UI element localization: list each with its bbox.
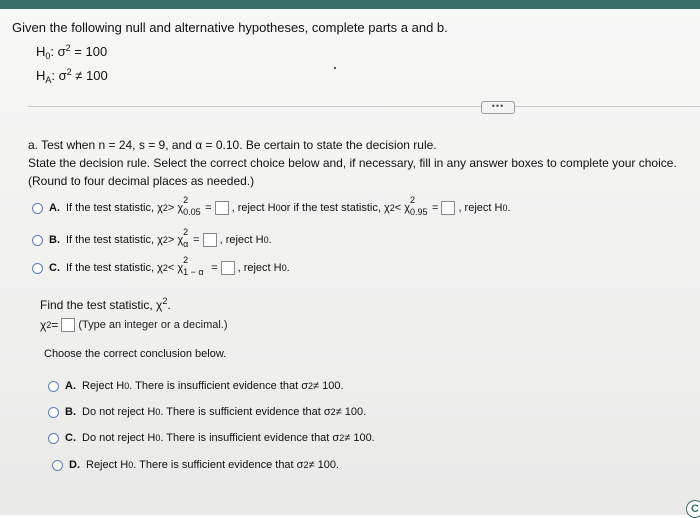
rule-choice-b[interactable]: B. If the test statistic, χ 2 > χ 2 α = , reject H 0 . [32,233,272,247]
choice-letter: C. [49,262,60,274]
find-test-statistic: Find the test statistic, $\chi^2$. [40,296,171,312]
choice-letter: A. [49,202,60,214]
question-intro: Given the following null and alternative hypotheses, complete parts a and b. [12,20,448,35]
radio-button[interactable] [52,460,63,471]
choose-conclusion-prompt: Choose the correct conclusion below. [44,348,227,360]
radio-button[interactable] [32,203,43,214]
top-bar [0,0,700,9]
radio-button[interactable] [48,381,59,392]
conclusion-choice-a[interactable]: A. Reject H 0 . There is insufficient evidence that σ 2 ≠ 100. [48,380,344,392]
radio-button[interactable] [32,263,43,274]
conclusion-choice-b[interactable]: B. Do not reject H 0 . There is sufficient evidence that σ 2 ≠ 100. [48,406,366,418]
part-a-prompt: a. Test when n = 24, s = 9, and α = 0.10. Be certain to state the decision rule. [28,138,437,152]
rule-choice-a[interactable]: A. If the test statistic, χ 2 > χ 2 0.05 = , reject H 0 or if the test statistic, χ 2 < χ 2 0.95 = , reject H 0 . [32,201,511,215]
conclusion-choice-d[interactable]: D. Reject H 0 . There is sufficient evidence that σ 2 ≠ 100. [52,459,339,471]
rule-choice-c[interactable]: C. If the test statistic, χ 2 < χ 2 1 − α = , reject H 0 . [32,261,290,275]
more-button[interactable]: ••• [481,101,515,114]
critical-alpha-input[interactable] [203,233,217,247]
help-icon[interactable]: C [686,500,700,518]
conclusion-choice-c[interactable]: C. Do not reject H 0 . There is insufficient evidence that σ 2 ≠ 100. [48,432,375,444]
section-divider [28,106,700,107]
alternative-hypothesis: $H_A$: $\sigma^2 \ne 100$ [36,67,108,85]
radio-button[interactable] [32,235,43,246]
rounding-instruction: (Round to four decimal places as needed.) [28,174,255,188]
decision-instruction: State the decision rule. Select the correct choice below and, if necessary, fill in any answer boxes to complete your choice. [28,156,677,170]
test-statistic-input[interactable] [61,318,75,332]
critical-upper-input[interactable] [215,201,229,215]
radio-button[interactable] [48,433,59,444]
test-statistic-row: χ 2 = (Type an integer or a decimal.) [40,318,228,332]
critical-lower-input[interactable] [441,201,455,215]
critical-one-minus-alpha-input[interactable] [221,261,235,275]
input-hint: (Type an integer or a decimal.) [78,319,228,331]
radio-button[interactable] [48,407,59,418]
stray-dot [334,67,336,69]
null-hypothesis: $H_0$: $\sigma^2 = 100$ [36,43,108,61]
choice-letter: B. [49,234,60,246]
